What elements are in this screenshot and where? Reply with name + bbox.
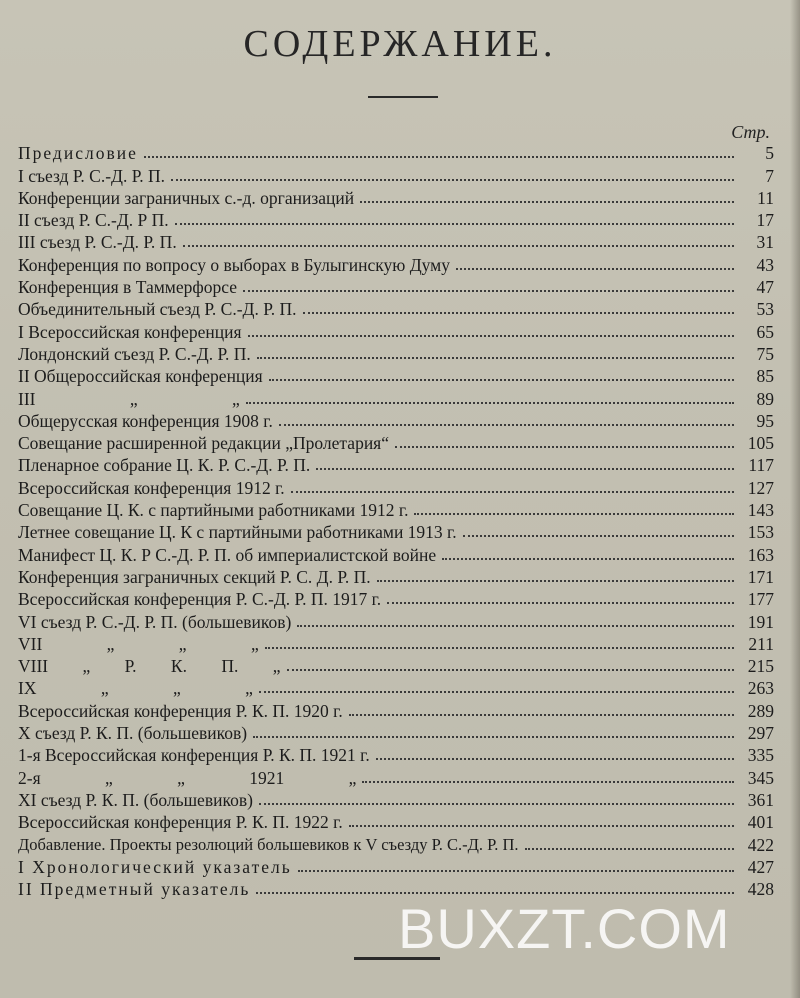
toc-entry	[18, 677, 774, 699]
dot-leader	[316, 468, 734, 470]
toc-entry	[18, 343, 774, 365]
toc-entry	[18, 744, 774, 766]
toc-entry-page: 89	[756, 388, 774, 409]
toc-entry	[18, 833, 774, 855]
toc-entry-title: Всероссийская конференция 1912 г.	[18, 477, 285, 498]
toc-entry-page: 11	[757, 187, 774, 208]
dot-leader	[360, 201, 734, 203]
toc-entry-title: Совещание расширенной редакции „Пролетария“	[18, 433, 389, 454]
toc-entry-page: 5	[765, 143, 774, 164]
toc-entry	[18, 811, 774, 833]
title-divider	[368, 96, 438, 98]
toc-entry-page: 127	[747, 477, 774, 498]
toc-entry-page: 31	[756, 232, 774, 253]
toc-entry-title: Всероссийская конференция Р. К. П. 1920 г.	[18, 700, 343, 721]
toc-entry-title: Конференция в Таммерфорсе	[18, 277, 237, 298]
toc-entry	[18, 499, 774, 521]
toc-entry-page: 428	[747, 879, 774, 900]
toc-entry-title: II съезд Р. С.-Д. Р П.	[18, 210, 169, 231]
toc-entry	[18, 566, 774, 588]
toc-entry-title: Добавление. Проекты резолюций большевиков к V съезду Р. С.-Д. Р. П.	[18, 834, 519, 854]
toc-entry	[18, 209, 774, 231]
dot-leader	[243, 290, 734, 292]
toc-entry-page: 297	[747, 723, 774, 744]
toc-entry-title: Всероссийская конференция Р. К. П. 1922 г.	[18, 812, 343, 833]
dot-leader	[525, 848, 735, 850]
toc-entry-page: 65	[756, 321, 774, 342]
dot-leader	[349, 714, 734, 716]
dot-leader	[144, 156, 734, 158]
dot-leader	[387, 602, 734, 604]
dot-leader	[246, 402, 734, 404]
toc-entry-page: 422	[747, 834, 774, 855]
toc-entry	[18, 387, 774, 409]
toc-entry	[18, 856, 774, 878]
toc-entry-title: Всероссийская конференция Р. С.-Д. Р. П. 1917 г.	[18, 589, 382, 610]
toc-entry	[18, 476, 774, 498]
toc-entry-page: 427	[747, 856, 774, 877]
dot-leader	[253, 736, 734, 738]
toc-entry	[18, 588, 774, 610]
dot-leader	[279, 424, 734, 426]
toc-entry-title: VIII „ Р. К. П. „	[18, 656, 281, 677]
toc-entry	[18, 610, 774, 632]
dot-leader	[265, 647, 734, 649]
toc-entry-title: Пленарное собрание Ц. К. Р. С.-Д. Р. П.	[18, 455, 311, 476]
toc-entry-page: 215	[747, 656, 774, 677]
dot-leader	[175, 223, 734, 225]
dot-leader	[259, 691, 734, 693]
toc-entry-page: 401	[747, 812, 774, 833]
toc-entry-title: II Предметный указатель	[18, 879, 251, 900]
toc-entry-title: Совещание Ц. К. с партийными работниками 1912 г.	[18, 500, 409, 521]
dot-leader	[298, 870, 734, 872]
toc-entry-title: X съезд Р. К. П. (большевиков)	[18, 723, 248, 744]
toc-entry-page: 53	[756, 299, 774, 320]
toc-entry-page: 171	[747, 566, 774, 587]
dot-leader	[248, 335, 734, 337]
toc-entry	[18, 298, 774, 320]
toc-entry-page: 85	[756, 366, 774, 387]
toc-entry-page: 345	[747, 767, 774, 788]
toc-entry	[18, 365, 774, 387]
toc-entry-title: Объединительный съезд Р. С.-Д. Р. П.	[18, 299, 297, 320]
dot-leader	[377, 580, 734, 582]
watermark: BUXZT.COM	[398, 897, 731, 960]
toc-entry-page: 361	[747, 789, 774, 810]
toc-entry-page: 177	[747, 589, 774, 610]
toc-entry-page: 95	[756, 410, 774, 431]
toc-entry	[18, 454, 774, 476]
toc-entry-title: Лондонский съезд Р. С.-Д. Р. П.	[18, 343, 251, 364]
dot-leader	[376, 758, 734, 760]
toc-entry-title: III съезд Р. С.-Д. Р. П.	[18, 232, 177, 253]
toc-entry-title: Конференции заграничных с.-д. организаций	[18, 187, 355, 208]
toc-entry-page: 17	[756, 210, 774, 231]
dot-leader	[362, 781, 734, 783]
dot-leader	[171, 179, 734, 181]
toc-entry-title: Конференция по вопросу о выборах в Булыгинскую Думу	[18, 254, 450, 275]
toc-entry-title: III „ „	[18, 388, 240, 409]
toc-entry	[18, 187, 774, 209]
toc-entry-title: Конференция заграничных секций Р. С. Д. Р. П.	[18, 566, 371, 587]
toc-entry-page: 117	[748, 455, 774, 476]
dot-leader	[456, 268, 734, 270]
table-of-contents	[18, 142, 774, 900]
toc-entry-title: I съезд Р. С.-Д. Р. П.	[18, 165, 166, 186]
page-title: СОДЕРЖАНИЕ.	[243, 23, 557, 65]
dot-leader	[256, 892, 734, 894]
toc-entry	[18, 164, 774, 186]
toc-entry	[18, 766, 774, 788]
toc-entry	[18, 320, 774, 342]
toc-entry-page: 75	[756, 343, 774, 364]
page-edge-shadow	[790, 0, 800, 998]
toc-entry-page: 7	[765, 165, 774, 186]
toc-entry	[18, 543, 774, 565]
toc-entry-title: VII „ „ „	[18, 633, 259, 654]
dot-leader	[303, 312, 734, 314]
dot-leader	[257, 357, 734, 359]
toc-entry	[18, 276, 774, 298]
toc-entry-page: 163	[747, 544, 774, 565]
toc-entry-title: I Хронологический указатель	[18, 856, 292, 877]
dot-leader	[442, 558, 734, 560]
dot-leader	[287, 669, 734, 671]
toc-entry	[18, 231, 774, 253]
toc-entry-page: 211	[748, 633, 774, 654]
toc-entry	[18, 432, 774, 454]
dot-leader	[414, 513, 734, 515]
toc-entry-title: Предисловие	[18, 143, 138, 164]
toc-entry-page: 335	[747, 745, 774, 766]
toc-entry	[18, 789, 774, 811]
toc-entry-title: Манифест Ц. К. Р С.-Д. Р. П. об империалистской войне	[18, 544, 437, 565]
toc-entry-page: 263	[747, 678, 774, 699]
toc-entry-title: II Общероссийская конференция	[18, 366, 263, 387]
dot-leader	[259, 803, 734, 805]
toc-entry-title: I Всероссийская конференция	[18, 321, 242, 342]
toc-entry-title: 1-я Всероссийская конференция Р. К. П. 1921 г.	[18, 745, 370, 766]
toc-entry-page: 105	[747, 433, 774, 454]
dot-leader	[291, 491, 734, 493]
dot-leader	[349, 825, 734, 827]
toc-entry	[18, 633, 774, 655]
dot-leader	[269, 379, 734, 381]
toc-entry	[18, 142, 774, 164]
toc-entry-page: 143	[747, 500, 774, 521]
toc-entry-title: IX „ „ „	[18, 678, 253, 699]
toc-entry	[18, 699, 774, 721]
dot-leader	[183, 245, 734, 247]
dot-leader	[297, 625, 734, 627]
toc-entry-page: 43	[756, 254, 774, 275]
toc-entry-title: VI съезд Р. С.-Д. Р. П. (большевиков)	[18, 611, 292, 632]
page-column-header: Стр.	[731, 122, 770, 142]
toc-entry	[18, 655, 774, 677]
toc-entry	[18, 253, 774, 275]
toc-entry-page: 153	[747, 522, 774, 543]
toc-entry	[18, 722, 774, 744]
dot-leader	[463, 535, 734, 537]
toc-entry-title: Летнее совещание Ц. К с партийными работниками 1913 г.	[18, 522, 457, 543]
dot-leader	[395, 446, 734, 448]
toc-entry	[18, 410, 774, 432]
toc-entry	[18, 521, 774, 543]
toc-entry-title: Общерусская конференция 1908 г.	[18, 410, 273, 431]
toc-entry-title: 2-я „ „ 1921 „	[18, 767, 357, 788]
toc-entry-page: 191	[747, 611, 774, 632]
toc-entry-page: 289	[747, 700, 774, 721]
toc-entry-title: XI съезд Р. К. П. (большевиков)	[18, 789, 253, 810]
toc-entry-page: 47	[756, 277, 774, 298]
